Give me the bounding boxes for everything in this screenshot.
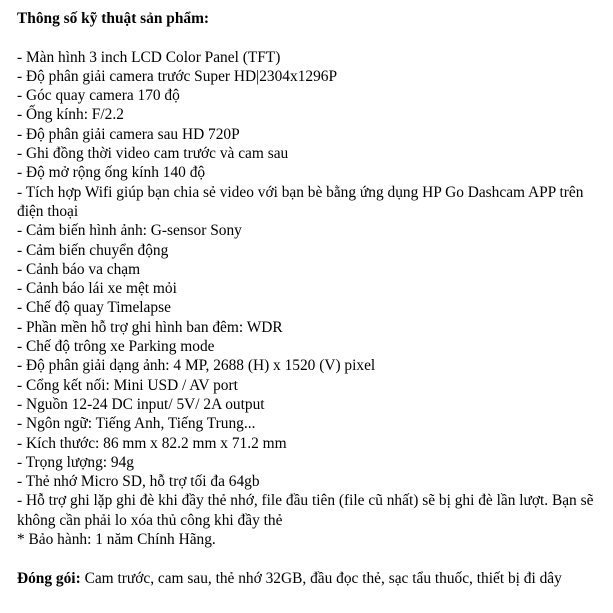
spec-item-angle: - Góc quay camera 170 độ	[17, 87, 180, 105]
spec-item-language: - Ngôn ngữ: Tiếng Anh, Tiếng Trung...	[17, 415, 256, 433]
spec-item-dimensions: - Kích thước: 86 mm x 82.2 mm x 71.2 mm	[17, 434, 287, 452]
spec-item-photo-resolution: - Độ phân giải dạng ảnh: 4 MP, 2688 (H) x 1520 (V) pixel	[17, 357, 376, 375]
spec-item-image-sensor: - Cảm biến hình ảnh: G-sensor Sony	[17, 222, 242, 240]
spec-item-ports: - Cổng kết nối: Mini USD / AV port	[17, 376, 238, 394]
spec-item-memory-card: - Thẻ nhớ Micro SD, hỗ trợ tối đa 64gb	[17, 473, 260, 491]
spec-item-rear-resolution: - Độ phân giải camera sau HD 720P	[17, 125, 240, 143]
spacer	[17, 549, 597, 568]
spec-item-screen: - Màn hình 3 inch LCD Color Panel (TFT)	[17, 48, 281, 66]
packing-paragraph	[17, 569, 597, 588]
spec-item-wdr: - Phần mền hỗ trợ ghi hình ban đêm: WDR	[17, 318, 283, 336]
spec-item-power: - Nguồn 12-24 DC input/ 5V/ 2A output	[17, 395, 265, 413]
spec-list	[17, 48, 597, 550]
spec-item-front-resolution: - Độ phân giải camera trước Super HD|2304x1296P	[17, 67, 338, 85]
spec-item-weight: - Trọng lượng: 94g	[17, 453, 134, 471]
spec-item-wifi: - Tích hợp Wifi giúp bạn chia sẻ video với bạn bè bằng ứng dụng HP Go Dashcam APP trên điện thoại	[17, 183, 584, 220]
spec-item-warranty: * Bảo hành: 1 năm Chính Hãng.	[17, 531, 216, 549]
spec-item-fatigue-warning: - Cảnh báo lái xe mệt mỏi	[17, 280, 177, 298]
spec-item-loop-recording: - Hỗ trợ ghi lặp ghi đè khi đầy thẻ nhớ, file đầu tiên (file cũ nhất) sẽ bị ghi đè lần lượt. Bạn sẽ không cần phải lo xóa thủ công khi đầy thẻ	[17, 492, 594, 529]
spec-item-lens: - Ống kính: F/2.2	[17, 106, 124, 124]
spec-title: Thông số kỹ thuật sản phẩm:	[17, 10, 210, 27]
spec-item-dual-record: - Ghi đồng thời video cam trước và cam sau	[17, 145, 289, 163]
spacer	[17, 28, 597, 47]
spec-item-timelapse: - Chế độ quay Timelapse	[17, 299, 171, 317]
packing-label: Đóng gói:	[17, 569, 81, 587]
packing-text: Cam trước, cam sau, thẻ nhớ 32GB, đầu đọc thẻ, sạc tẩu thuốc, thiết bị đi dây	[80, 569, 562, 587]
spec-item-lens-width: - Độ mở rộng ống kính 140 độ	[17, 164, 206, 182]
spec-item-motion-sensor: - Cảm biến chuyển động	[17, 241, 169, 259]
spec-item-parking-mode: - Chế độ trông xe Parking mode	[17, 338, 215, 356]
product-spec-document	[17, 9, 597, 588]
spec-item-collision-warning: - Cảnh báo va chạm	[17, 260, 141, 278]
